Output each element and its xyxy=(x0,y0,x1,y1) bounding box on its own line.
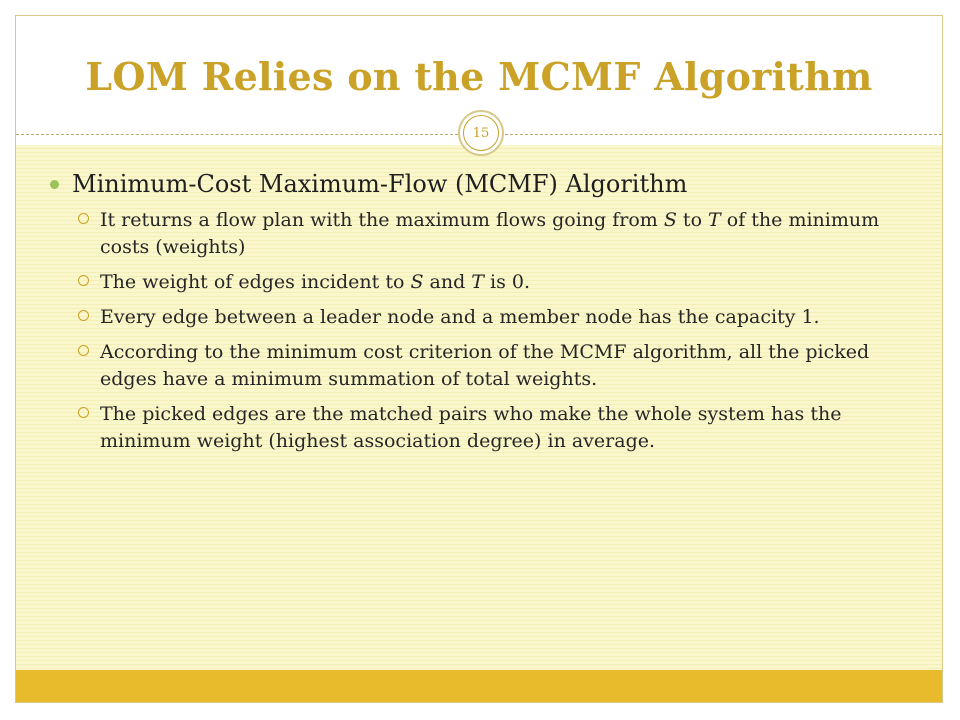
sub-bullet-text: The picked edges are the matched pairs who make the whole system has the minimum weight (highest association degree) in average. xyxy=(100,403,842,452)
sub-bullet-item xyxy=(50,207,910,261)
sub-bullet-text: The weight of edges incident to S and T is 0. xyxy=(100,271,531,293)
ring-bullet-icon xyxy=(78,345,89,356)
page-number-badge xyxy=(458,110,504,156)
sub-bullet-text: According to the minimum cost criterion of the MCMF algorithm, all the picked edges have a minimum summation of total weights. xyxy=(100,341,870,390)
ring-bullet-icon xyxy=(78,310,89,321)
sub-bullet-item xyxy=(50,401,910,455)
slide-title: LOM Relies on the MCMF Algorithm xyxy=(85,54,873,99)
ring-bullet-icon xyxy=(78,213,89,224)
sub-bullet-item xyxy=(50,304,910,331)
ring-bullet-icon xyxy=(78,275,89,286)
page-number: 15 xyxy=(472,125,490,141)
main-bullet-item xyxy=(50,167,910,201)
sub-bullet-item xyxy=(50,269,910,296)
ring-bullet-icon xyxy=(78,407,89,418)
sub-bullet-item xyxy=(50,339,910,393)
footer-bar xyxy=(16,670,942,702)
filled-circle-bullet-icon xyxy=(50,180,59,189)
sub-bullet-text: Every edge between a leader node and a member node has the capacity 1. xyxy=(100,306,820,328)
sub-bullet-text: It returns a flow plan with the maximum flows going from S to T of the minimum costs (weights) xyxy=(100,209,880,258)
main-bullet-text: Minimum-Cost Maximum-Flow (MCMF) Algorithm xyxy=(72,170,688,198)
sub-bullet-list xyxy=(50,207,910,455)
bullet-list xyxy=(50,167,910,463)
